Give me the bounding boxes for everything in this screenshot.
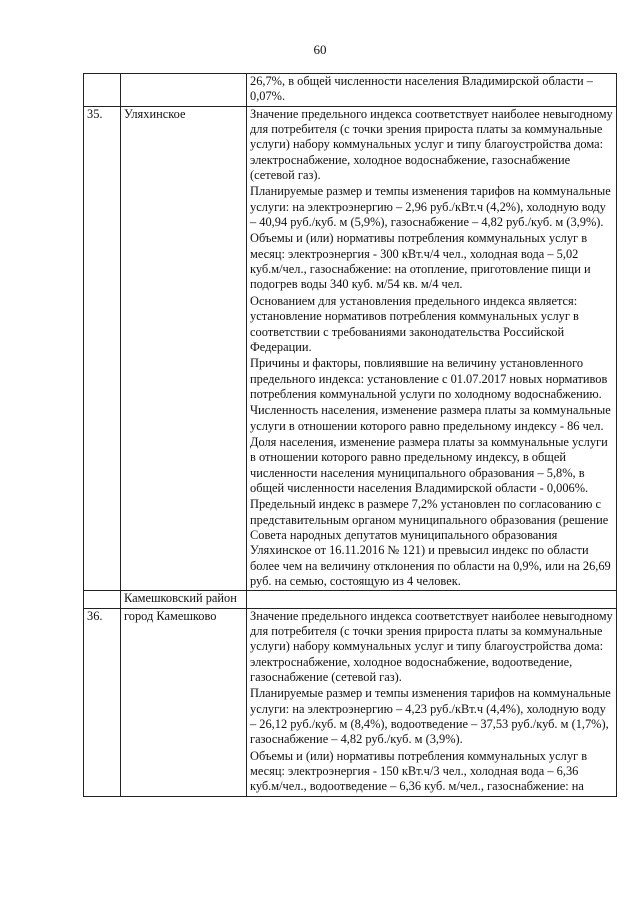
description-paragraph: Доля населения, изменение размера платы за коммунальные услуги в отношении которого равно предельному индексу, в общей численности населения муниципального образования – 5,8%, в общей численности населения Владимирской области - 0,006%. bbox=[250, 434, 608, 495]
municipality-name: город Камешково bbox=[121, 608, 247, 796]
municipality-name bbox=[121, 74, 247, 107]
description-paragraph: Причины и факторы, повлиявшие на величину установленного предельного индекса: установление с 01.07.2017 новых нормативов потребления коммунальной услуги по холодному водоснабжению. bbox=[250, 356, 608, 401]
row-number: 35. bbox=[84, 106, 121, 591]
row-number: 36. bbox=[84, 608, 121, 796]
description-paragraph: Планируемые размер и темпы изменения тарифов на коммунальные услуги: на электроэнергию – 4,23 руб./кВт.ч (4,4%), холодную воду – 26,12 руб./куб. м (8,4%), водоотведение – 37,53 руб./куб. м (1,7%), газоснабжение – 4,82 руб./куб. м (3,9%). bbox=[250, 686, 611, 747]
municipal-index-table bbox=[83, 73, 617, 797]
description-paragraph: Значение предельного индекса соответствует наиболее невыгодному для потребителя (с точки зрения прироста платы за коммунальные услуги) набору коммунальных услуг и типу благоустройства дома: электроснабжение, холодное водоснабжение, водоотведение, газоснабжение (сетевой газ). bbox=[250, 608, 613, 685]
description-paragraph: Планируемые размер и темпы изменения тарифов на коммунальные услуги: на электроэнергию – 2,96 руб./кВт.ч (4,2%), холодную воду – 40,94 руб./куб. м (5,9%), газоснабжение – 4,82 руб./куб. м (3,9%). bbox=[250, 184, 611, 230]
table-row bbox=[84, 608, 617, 796]
row-number bbox=[84, 591, 121, 608]
index-description bbox=[247, 591, 617, 608]
description-paragraph: Основанием для установления предельного индекса является: установление нормативов потребления коммунальных услуг в соответствии с требованиями законодательства Российской Федерации. bbox=[250, 293, 579, 354]
description-paragraph: Предельный индекс в размере 7,2% установлен по согласованию с представительным органом муниципального образования (решение Совета народных депутатов муниципального образования Уляхинское от 16.11.2016 № 121) и превысил индекс по области более чем на величину отклонения по области на 0,9%, или на 26,69 руб. на семью, состоящую из 4 человек. bbox=[250, 497, 611, 588]
description-paragraph: Объемы и (или) нормативы потребления коммунальных услуг в месяц: электроэнергия - 150 кВт.ч/3 чел., холодная вода – 6,36 куб.м/чел., водоотведение – 6,36 куб. м/чел., газоснабжение: на bbox=[250, 748, 588, 794]
table-row bbox=[84, 106, 617, 591]
page-number: 60 bbox=[313, 42, 327, 57]
municipality-name: Уляхинское bbox=[121, 106, 247, 591]
table-row bbox=[84, 74, 617, 107]
description-paragraph: Численность населения, изменение размера платы за коммунальные услуги в отношении которого равно предельному индексу - 86 чел. bbox=[250, 403, 611, 433]
index-description bbox=[247, 74, 617, 107]
description-paragraph: Объемы и (или) нормативы потребления коммунальных услуг в месяц: электроэнергия - 300 кВт.ч/4 чел., холодная вода – 5,02 куб.м/чел., газоснабжение: на отопление, приготовление пищи и подогрев воды 340 куб. м/54 кв. м/4 чел. bbox=[250, 231, 591, 292]
municipality-name: Камешковский район bbox=[121, 591, 247, 608]
description-paragraph: Значение предельного индекса соответствует наиболее невыгодному для потребителя (с точки зрения прироста платы за коммунальные услуги) набору коммунальных услуг и типу благоустройства дома: электроснабжение, холодное водоснабжение, газоснабжение (сетевой газ). bbox=[250, 106, 613, 183]
index-description bbox=[247, 608, 617, 796]
index-description bbox=[247, 106, 617, 591]
table-row bbox=[84, 591, 617, 608]
description-paragraph: 26,7%, в общей численности населения Владимирской области – 0,07%. bbox=[250, 74, 593, 104]
table-body bbox=[84, 74, 617, 797]
row-number bbox=[84, 74, 121, 107]
